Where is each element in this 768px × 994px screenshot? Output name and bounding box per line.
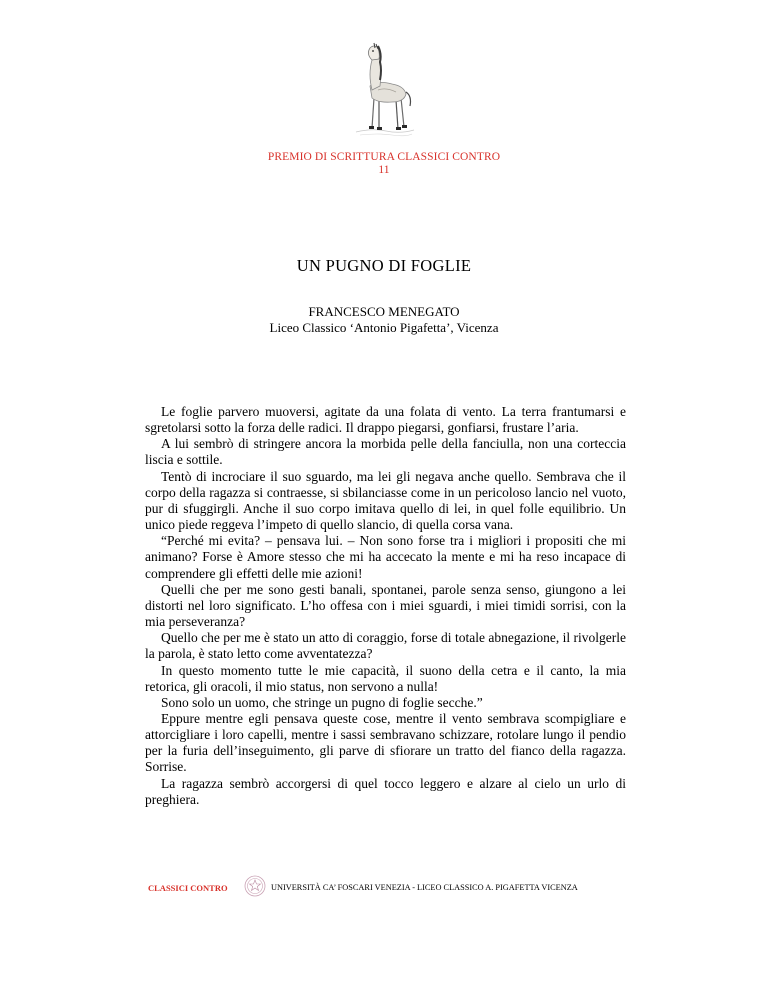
header-line-1: PREMIO DI SCRITTURA CLASSICI CONTRO [267,151,501,163]
university-seal-icon [244,875,266,897]
paragraph: Tentò di incrociare il suo sguardo, ma lei gli negava anche quello. Sembrava che il corpo della ragazza si contraesse, si sbilanciasse come in un pericoloso lancio nel vuoto, pur di sfuggirgli. Anche il suo corpo imitava quello di lei, in quel folle equilibrio. Un unico piede reggeva l’impeto di quello slancio, di quella corsa vana. [145,468,626,533]
author-last-initial: M [388,304,400,319]
author-last-rest: ENEGATO [399,304,460,319]
footer-left-label: CLASSICI CONTRO [148,883,228,893]
paragraph: Eppure mentre egli pensava queste cose, mentre il vento sembrava scompigliare e attorcigliare i loro capelli, mentre i sassi sembravano schizzare, rotolare lungo il pendio per la furia dell’inseguimento, gli parve di sfiorare un tratto del fianco della ragazza. Sorrise. [145,710,626,775]
author-name [0,304,768,320]
story-body [145,404,626,808]
paragraph: Quello che per me è stato un atto di coraggio, forse di totale abnegazione, il rivolgerle la parola, è stato letto come avventatezza? [145,630,626,662]
competition-header [0,151,768,177]
paragraph: Quelli che per me sono gesti banali, spontanei, parole senza senso, giungono a lei distorti nel loro significato. L’ho offesa con i miei sguardi, i miei timidi sorrisi, con la mia perseveranza? [145,581,626,630]
author-first-initial: F [308,304,316,319]
author-first-rest: RANCESCO [315,304,386,319]
paragraph: Sono solo un uomo, che stringe un pugno di foglie secche.” [161,694,483,710]
header-line-2: 11 [378,164,390,176]
horse-figure-icon [352,40,418,138]
paragraph: Le foglie parvero muoversi, agitate da una folata di vento. La terra frantumarsi e sgretolarsi sotto la forza delle radici. Il drappo piegarsi, gonfiarsi, frustare l’aria. [145,404,626,436]
paragraph: A lui sembrò di stringere ancora la morbida pelle della fanciulla, non una corteccia liscia e sottile. [145,436,626,468]
footer-right-label: UNIVERSITÀ CA’ FOSCARI VENEZIA - LICEO CLASSICO A. PIGAFETTA VICENZA [271,883,578,892]
paragraph: In questo momento tutte le mie capacità, il suono della cetra e il canto, la mia retorica, gli oracoli, il mio status, non servono a nulla! [145,662,626,694]
story-title: UN PUGNO DI FOGLIE [296,256,472,275]
page-footer [148,875,628,899]
author-block [0,304,768,336]
paragraph: “Perché mi evita? – pensava lui. – Non sono forse tra i migliori i propositi che mi animano? Forse è Amore stesso che mi ha accecato la mente e mi ha reso incapace di comprendere gli effetti delle mie azioni! [145,533,626,581]
author-school: Liceo Classico ‘Antonio Pigafetta’, Vicenza [269,320,499,335]
paragraph: La ragazza sembrò accorgersi di quel tocco leggero e alzare al cielo un urlo di preghiera. [145,775,626,807]
